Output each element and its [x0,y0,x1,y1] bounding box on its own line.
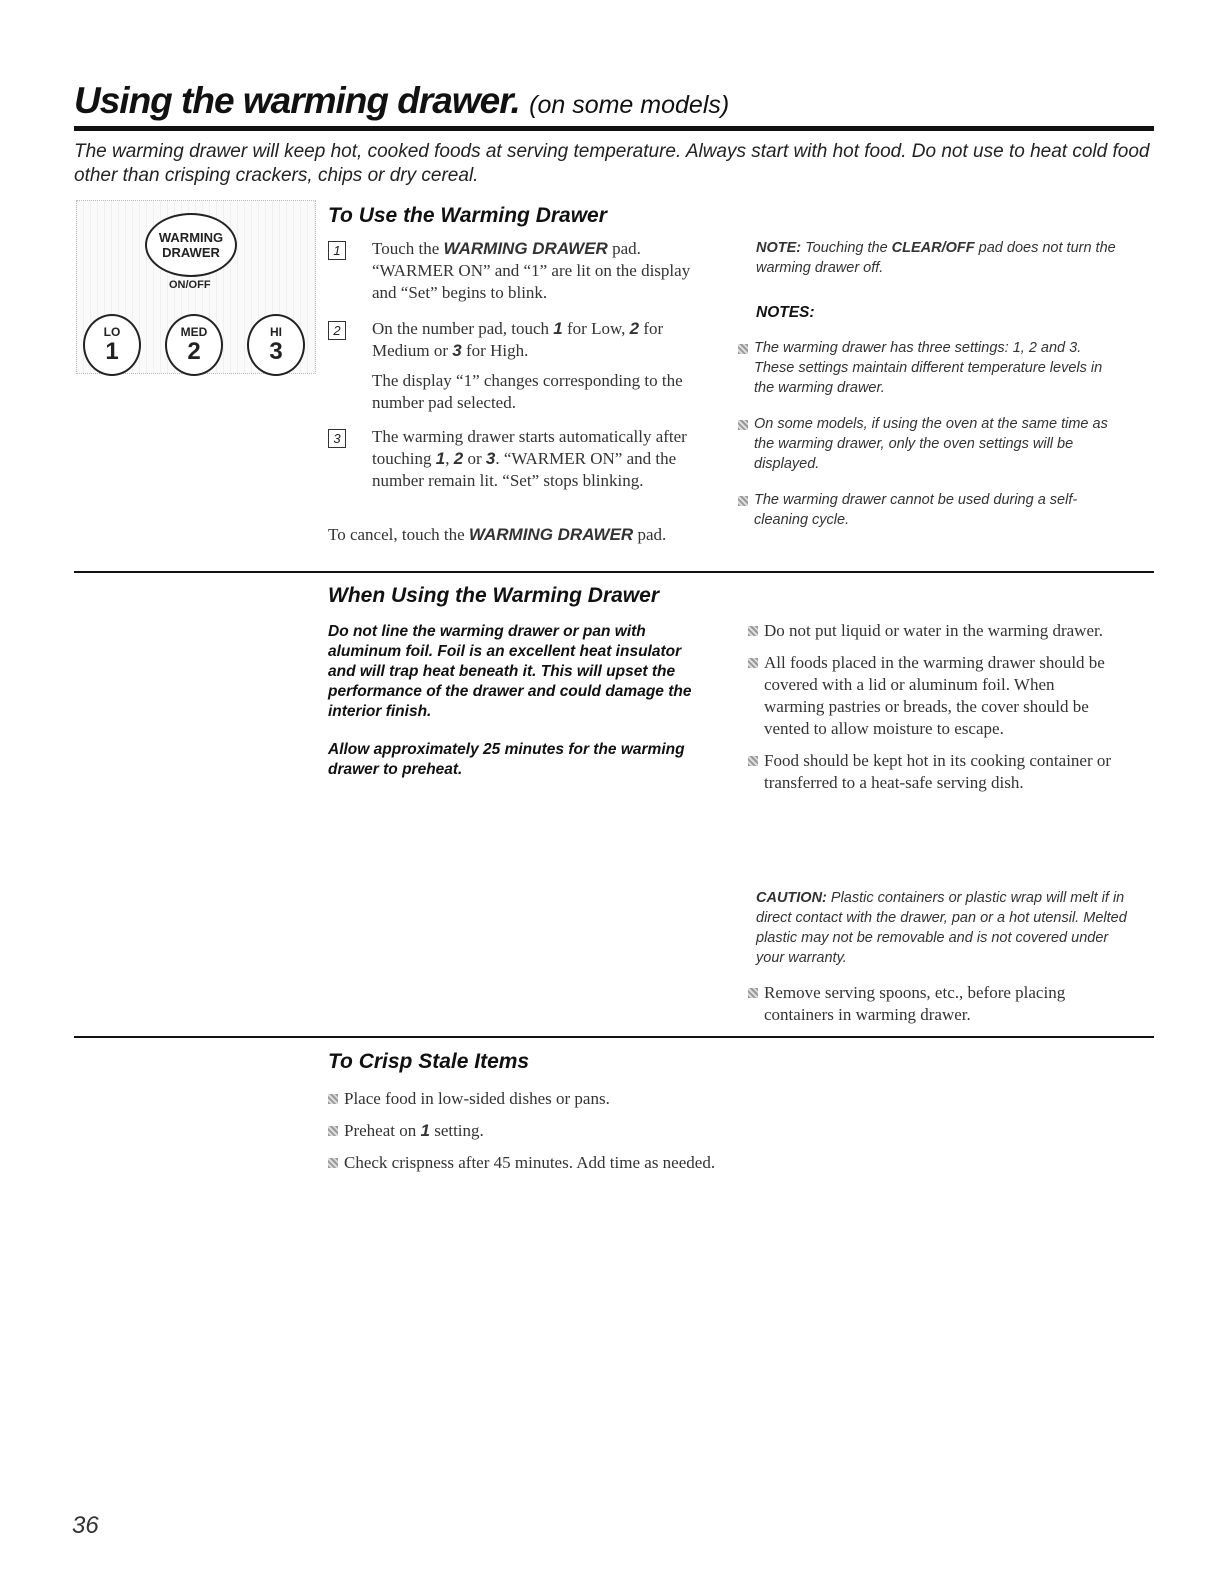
note-clear-off: NOTE: Touching the CLEAR/OFF pad does not turn the warming drawer off. [756,240,1116,276]
step-number: 3 [328,429,346,448]
bullet-icon [748,626,758,636]
usage-bullets [748,620,1114,794]
crisp-steps [328,1088,728,1174]
notes-list [738,338,1116,530]
bullet-icon [748,658,758,668]
section-heading-when: When Using the Warming Drawer [328,584,659,607]
title-rule [74,126,1154,131]
page-subtitle: (on some models) [529,91,730,119]
warming-drawer-pad-icon: WARMING DRAWER [145,213,237,277]
low-pad-icon: LO 1 [83,314,141,376]
list-item: Preheat on 1 setting. [328,1120,728,1142]
step-number: 1 [328,241,346,260]
bullet-icon [328,1094,338,1104]
remove-spoons-bullet [748,982,1114,1026]
section-divider [74,571,1154,573]
bullet-icon [328,1158,338,1168]
bullet-icon [748,756,758,766]
list-item: On some models, if using the oven at the same time as the warming drawer, only the oven settings will be displayed. [738,414,1116,474]
foil-warning: Do not line the warming drawer or pan with aluminum foil. Foil is an excellent heat insulator and will trap heat beneath it. This will upset the performance of the drawer and could damage the interior finish. [328,623,692,720]
list-item: Do not put liquid or water in the warming drawer. [748,620,1114,642]
high-pad-icon: HI 3 [247,314,305,376]
step-3: 3 The warming drawer starts automatically after touching 1, 2 or 3. “WARMER ON” and the number remain lit. “Set” stops blinking. [328,426,708,492]
list-item: Food should be kept hot in its cooking container or transferred to a heat-safe serving dish. [748,750,1114,794]
list-item: All foods placed in the warming drawer should be covered with a lid or aluminum foil. When warming pastries or breads, the cover should be vented to allow moisture to escape. [748,652,1114,740]
cancel-instruction: To cancel, touch the WARMING DRAWER pad. [328,525,667,544]
list-item: Check crispness after 45 minutes. Add time as needed. [328,1152,728,1174]
bullet-icon [738,496,748,506]
section-heading-use: To Use the Warming Drawer [328,204,607,227]
page-number: 36 [72,1512,99,1539]
list-item: Remove serving spoons, etc., before placing containers in warming drawer. [748,982,1114,1026]
bullet-icon [738,420,748,430]
bullet-icon [738,344,748,354]
intro-text: The warming drawer will keep hot, cooked foods at serving temperature. Always start with hot food. Do not use to heat cold food other than crisping crackers, chips or dry cereal. [74,141,1150,186]
step-2: 2 On the number pad, touch 1 for Low, 2 for Medium or 3 for High. The display “1” changes corresponding to the number pad selected. [328,318,708,414]
page-title: Using the warming drawer. (on some models) [74,80,730,121]
caution-note: CAUTION: Plastic containers or plastic wrap will melt if in direct contact with the drawer, pan or a hot utensil. Melted plastic may not be removable and is not covered under your warranty. [756,890,1127,966]
control-panel-illustration [76,200,316,374]
notes-heading: NOTES: [756,304,815,321]
step-1: 1 Touch the WARMING DRAWER pad. “WARMER ON” and “1” are lit on the display and “Set” begins to blink. [328,238,708,304]
step-2-detail: The display “1” changes corresponding to the number pad selected. [372,371,683,412]
list-item: Place food in low-sided dishes or pans. [328,1088,728,1110]
bullet-icon [328,1126,338,1136]
list-item: The warming drawer has three settings: 1, 2 and 3. These settings maintain different temperature levels in the warming drawer. [738,338,1116,398]
onoff-label: ON/OFF [169,279,211,291]
list-item: The warming drawer cannot be used during a self-cleaning cycle. [738,490,1116,530]
section-divider [74,1036,1154,1038]
medium-pad-icon: MED 2 [165,314,223,376]
bullet-icon [748,988,758,998]
preheat-note: Allow approximately 25 minutes for the warming drawer to preheat. [328,741,685,778]
step-number: 2 [328,321,346,340]
section-heading-crisp: To Crisp Stale Items [328,1050,530,1073]
